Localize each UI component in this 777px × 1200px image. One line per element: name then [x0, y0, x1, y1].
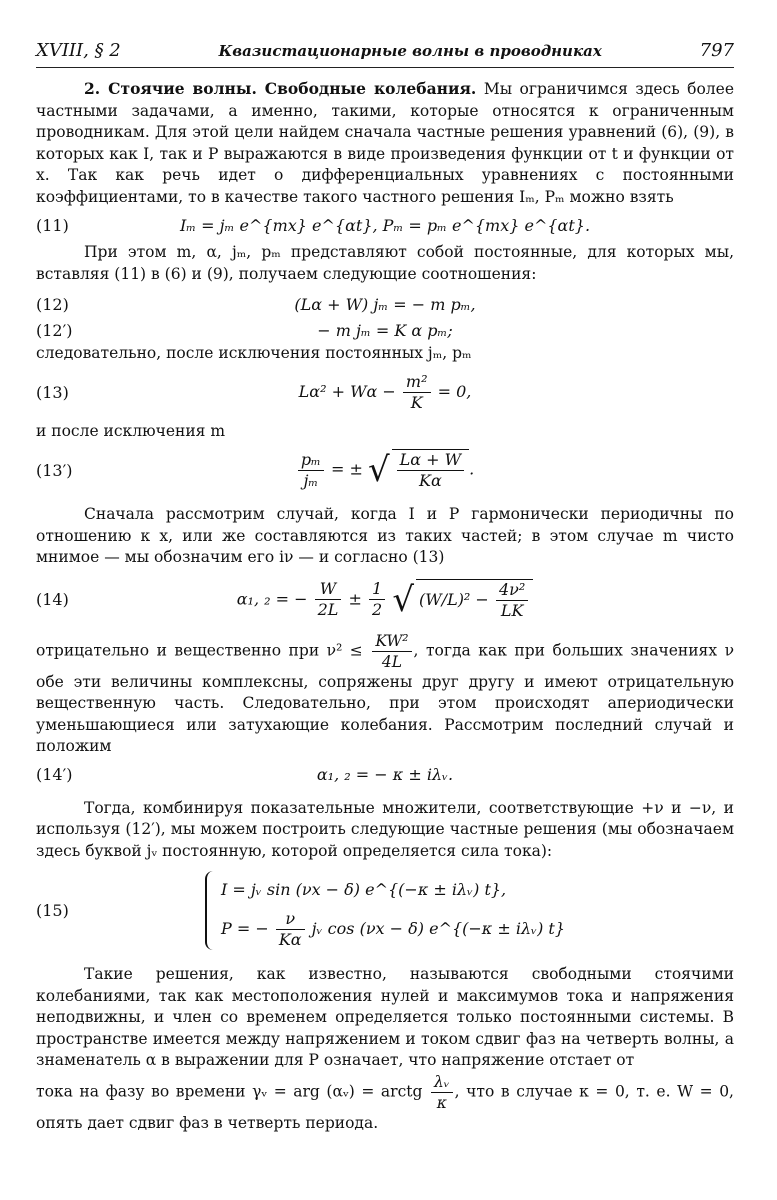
denominator: Kα — [276, 929, 305, 950]
equation-part: ± — [348, 589, 362, 608]
fraction — [276, 909, 305, 950]
equation-part: jᵥ cos (νx − δ) e^{(−κ ± iλᵥ) t} — [311, 918, 566, 938]
denominator: Kα — [397, 470, 464, 491]
running-header — [36, 40, 734, 68]
inline-fraction — [372, 631, 411, 672]
fraction — [496, 580, 528, 621]
numerator: ν — [285, 908, 296, 928]
paragraph-text: отрицательно и вещественно при ν² ≤ — [36, 641, 363, 659]
numerator: λᵥ — [434, 1072, 450, 1091]
radicand — [416, 579, 533, 621]
paragraph-with-inline-fraction — [36, 1072, 734, 1135]
equation-part: = ± — [330, 459, 363, 479]
equation-body: Iₘ = jₘ e^{mx} e^{αt}, Pₘ = pₘ e^{mx} e^{αt}. — [179, 215, 591, 235]
equation-11 — [36, 208, 734, 242]
section-heading: 2. Стоячие волны. Свободные колебания. — [84, 79, 477, 98]
equation-body — [36, 372, 734, 413]
equation-body — [36, 871, 734, 950]
paragraph-text: тока на фазу во времени γᵥ = arg (αᵥ) = arctg — [36, 1082, 423, 1100]
equation-body: (Lα + W) jₘ = − m pₘ, — [294, 294, 476, 314]
denominator: jₘ — [298, 470, 324, 491]
fraction — [397, 450, 464, 491]
radicand — [392, 449, 469, 491]
equation-12-prime — [36, 317, 734, 343]
equation-number: (13′) — [36, 460, 73, 480]
numerator: pₘ — [300, 449, 321, 469]
denominator: LK — [496, 600, 528, 621]
fraction — [369, 579, 385, 620]
equation-part: α₁, ₂ = − — [236, 589, 308, 608]
page-number: 797 — [699, 40, 734, 61]
paragraph-text: , что в случае κ = 0, т. е. W = 0, опять дает сдвиг фаз в четверть периода. — [36, 1082, 734, 1132]
numerator: 4ν² — [498, 579, 526, 599]
equation-body — [36, 579, 734, 621]
paragraph-with-inline-fraction — [36, 631, 734, 758]
equation-part: (W/L)² − — [418, 589, 489, 609]
equation-part: . — [469, 459, 475, 479]
running-title: Квазистационарные волны в проводниках — [218, 42, 602, 60]
paragraph: Тогда, комбинируя показательные множители, соответствующие +ν и −ν, и используя (12′), мы можем построить следующие частные решения (мы обозначаем здесь буквой jᵥ постоянную, которой определяется сила тока): — [36, 798, 734, 860]
page — [36, 40, 734, 1134]
equation-part: P = − — [220, 918, 269, 938]
equation-13 — [36, 365, 734, 421]
numerator: W — [319, 579, 337, 598]
section-ref: XVIII, § 2 — [36, 40, 121, 61]
paragraph: При этом m, α, jₘ, pₘ представляют собой постоянные, для которых мы, вставляя (11) в (6) и (9), получаем следующие соотношения: — [36, 243, 734, 283]
fraction — [315, 579, 342, 620]
equation-number: (15) — [36, 900, 69, 920]
sqrt-icon: √ — [367, 450, 390, 490]
fraction — [403, 372, 431, 413]
paragraph: следовательно, после исключения постоянных jₘ, pₘ — [36, 344, 472, 362]
paragraph: Такие решения, как известно, называются свободными стоячими колебаниями, так как местоположения нулей и максимумов тока и напряжения неподвижны, и член со временем определяется только постоянными системы. В пространстве имеется между напряжением и током сдвиг фаз на четверть волны, а знаменатель α в выражении для P означает, что напряжение отстает от — [36, 965, 734, 1069]
numerator: 1 — [372, 579, 383, 598]
denominator: 2L — [315, 599, 342, 620]
equation-line: I = jᵥ sin (νx − δ) e^{(−κ ± iλᵥ) t}, — [220, 879, 507, 899]
equation-line — [221, 909, 565, 950]
numerator: KW² — [375, 631, 409, 650]
numerator: Lα + W — [399, 450, 462, 469]
equation-number: (14) — [36, 590, 69, 609]
equation-body: − m jₘ = K α pₘ; — [317, 320, 453, 340]
equation-number: (11) — [36, 215, 69, 235]
denominator: 4L — [372, 651, 411, 672]
equation-part: = 0, — [437, 382, 472, 401]
equation-number: (12) — [36, 294, 69, 314]
equation-number: (13) — [36, 383, 69, 402]
paragraph-text: Мы ограничимся здесь более частными задачами, а именно, такими, которые относятся к ограниченным проводникам. Для этой цели найдем сначала частные решения уравнений (6), (9), в которых как I, так и P выражаются в виде произведения функции от t и функции от x. Так как речь идет о дифференциальных уравнениях с постоянными коэффициентами, то в качестве такого частного решения Iₘ, Pₘ можно взять — [36, 80, 735, 206]
inline-fraction — [431, 1072, 453, 1113]
equation-part: Lα² + Wα − — [298, 382, 396, 401]
paragraph-standing-waves — [36, 78, 734, 208]
equation-15 — [36, 862, 734, 958]
fraction — [298, 450, 324, 491]
sqrt-icon: √ — [392, 579, 414, 620]
equation-number: (14′) — [36, 765, 73, 784]
equation-13-prime — [36, 442, 734, 498]
denominator: K — [403, 392, 431, 413]
paragraph-text: , тогда как при больших значениях ν обе эти величины комплексны, сопряжены друг другу и имеют отрицательную вещественную часть. Следовательно, при этом происходят апериодически уменьшающиеся или затухающие колебания. Рассмотрим последний случай и положим — [36, 641, 734, 755]
equation-12 — [36, 291, 734, 317]
paragraph: и после исключения m — [36, 421, 226, 440]
equation-14 — [36, 569, 734, 631]
equation-body: α₁, ₂ = − κ ± iλᵥ. — [316, 765, 454, 784]
denominator: κ — [431, 1092, 453, 1113]
equation-system — [205, 871, 565, 950]
equation-body — [36, 449, 734, 491]
paragraph: Сначала рассмотрим случай, когда I и P гармонически периодичны по отношению к x, или же составляются из таких частей; в этом случае m чисто мнимое — мы обозначим его iν — и согласно (13) — [36, 505, 734, 566]
numerator: m² — [405, 372, 428, 391]
equation-number: (12′) — [36, 320, 73, 340]
denominator: 2 — [369, 599, 385, 620]
equation-14-prime — [36, 758, 734, 792]
